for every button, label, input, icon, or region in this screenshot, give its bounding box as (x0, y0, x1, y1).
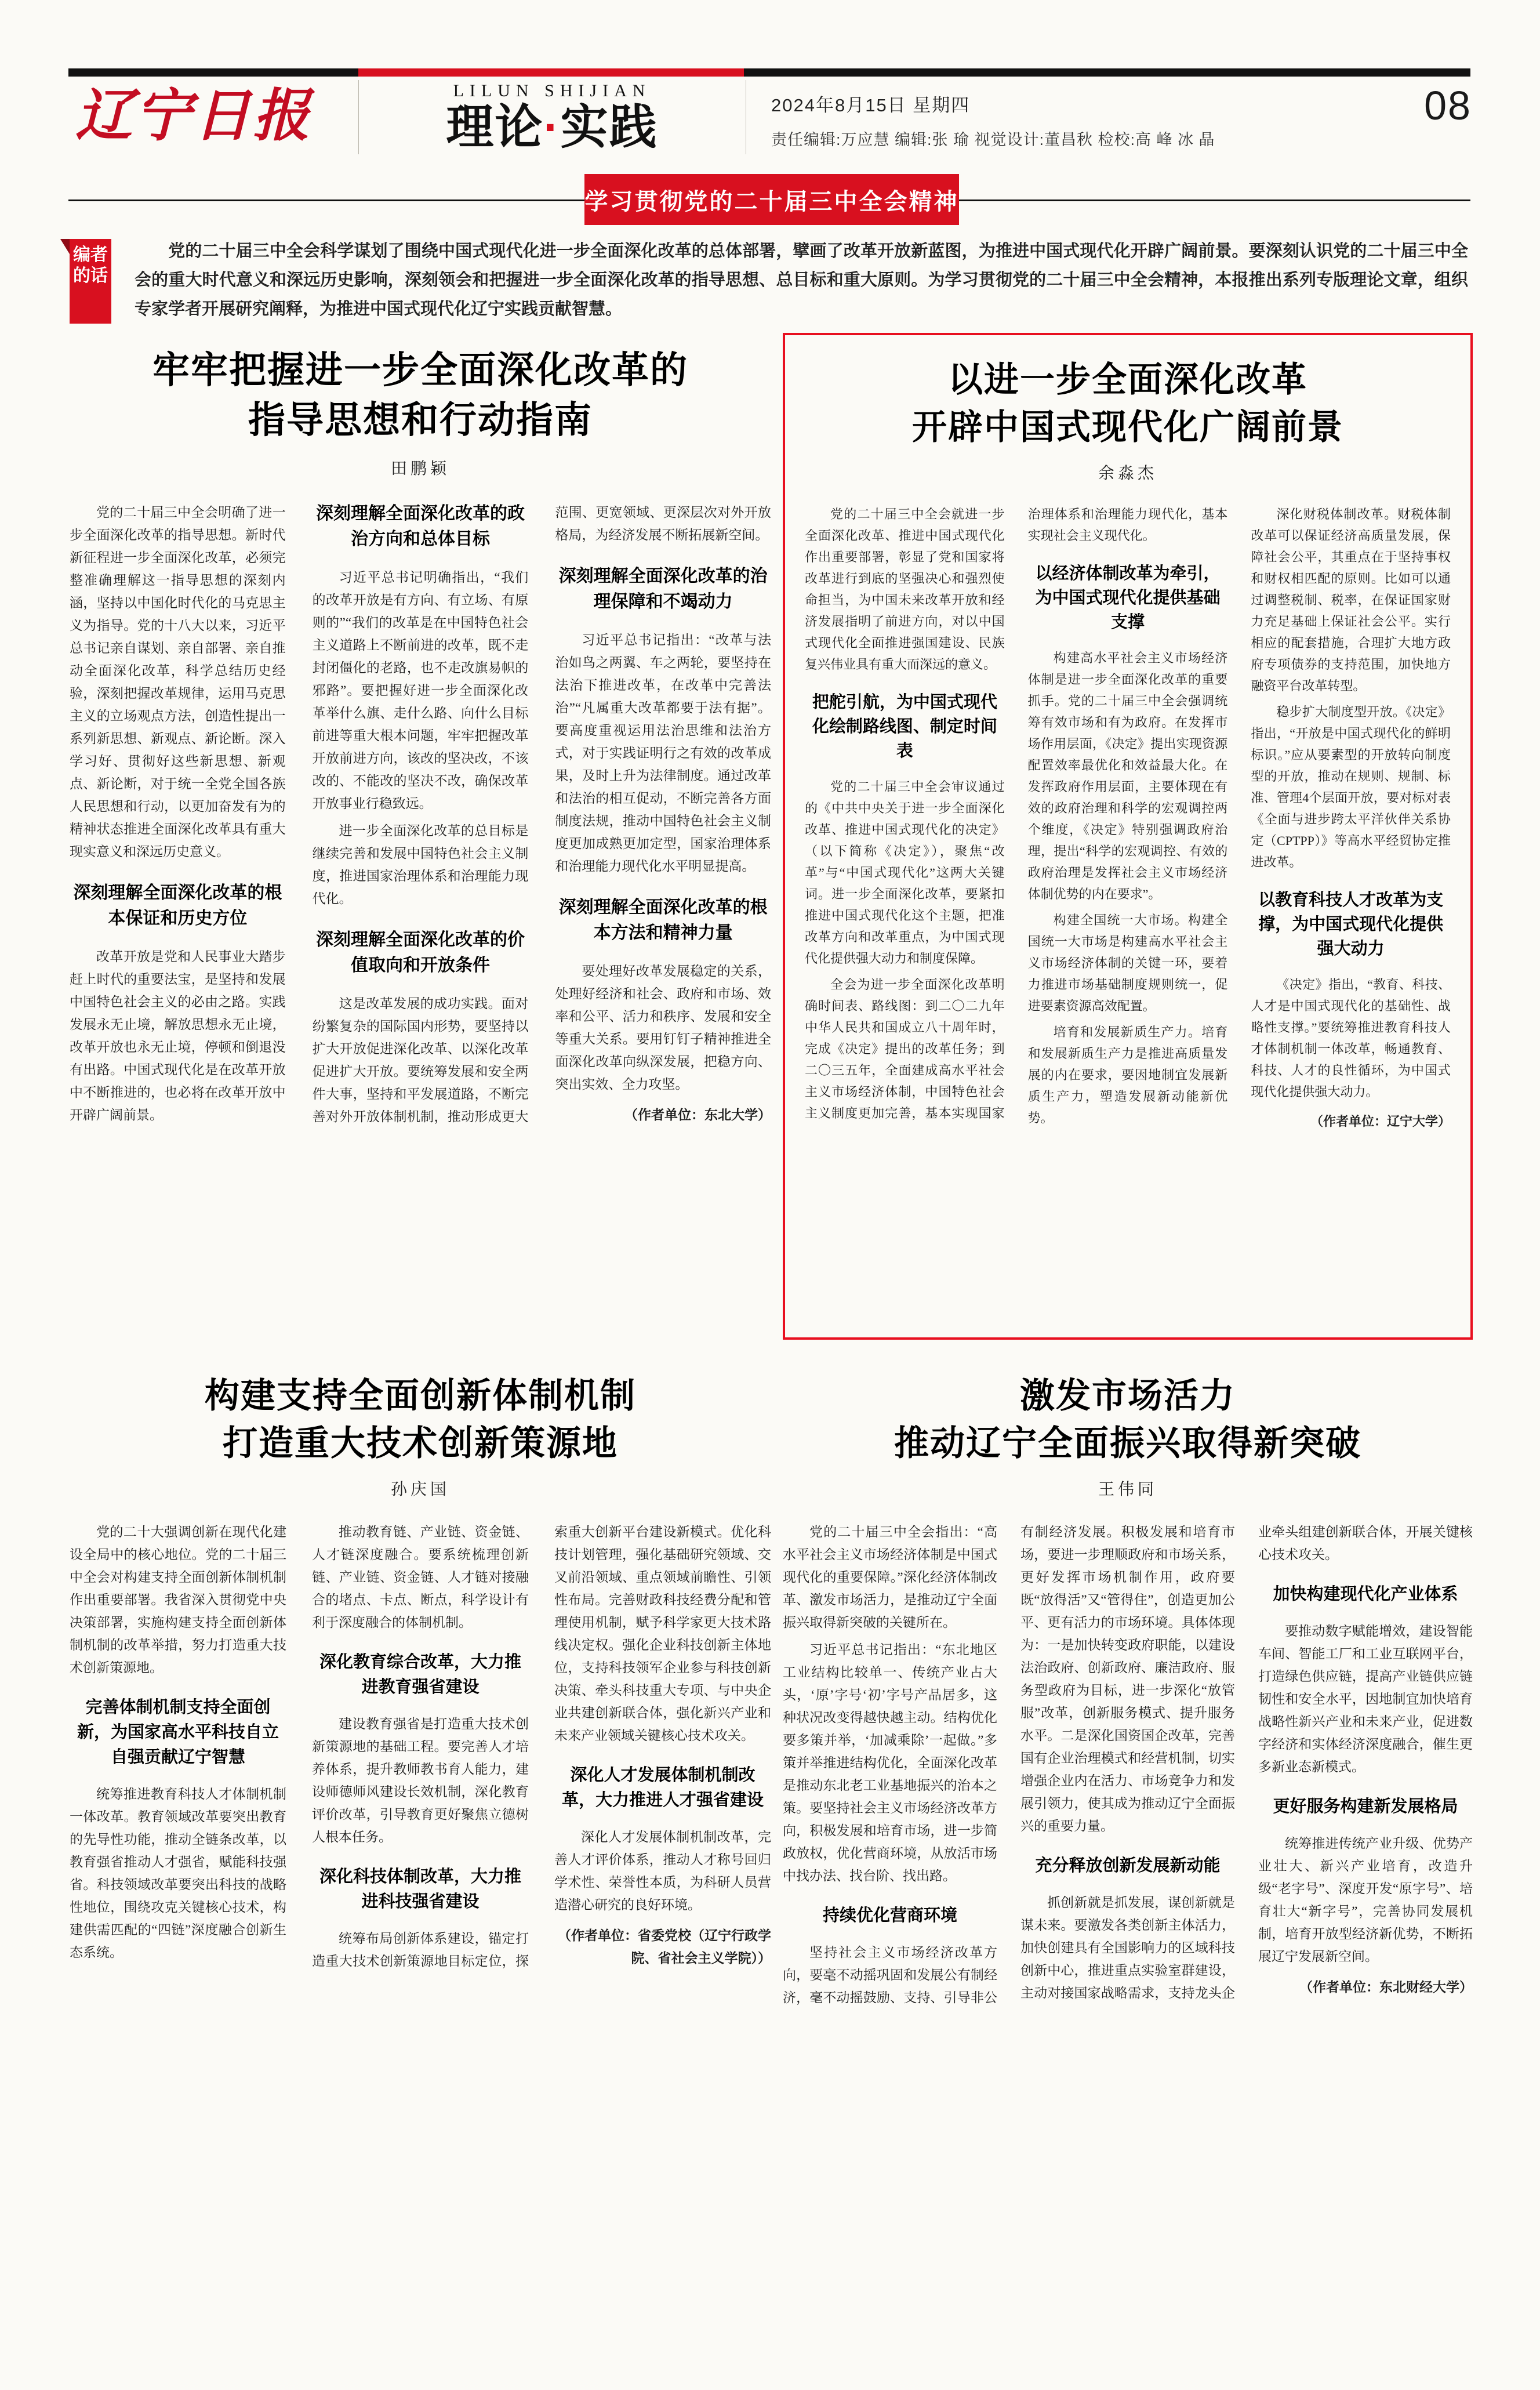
body-paragraph: 党的二十届三中全会审议通过的《中共中央关于进一步全面深化改革、推进中国式现代化的决定》（以下简称《决定》），聚焦“改革”与“中国式现代化”这两大关键词。进一步全面深化改革，要紧扣推进中国式现代化这个主题，把准改革方向和改革重点，为中国式现代化提供强大动力和制度保障。 (805, 779, 1005, 966)
section-title-dot: · (543, 101, 561, 154)
body-paragraph: 《决定》指出，“教育、科技、人才是中国式现代化的基础性、战略性支撑。”要统筹推进教育科技人才体制机制一体改革，畅通教育、科技、人才的良性循环，为中国式现代化提供强大动力。 (1251, 977, 1451, 1099)
editor-note-text (135, 237, 1468, 324)
body-paragraph: 党的二十大强调创新在现代化建设全局中的核心地位。党的二十届三中全会对构建支持全面创新体制机制作出重要部署。我省深入贯彻党中央决策部署，实施构建支持全面创新体制机制的改革举措，努力打造重大技术创新策源地。 (70, 1525, 286, 1675)
article-byline: 王伟同 (1098, 1480, 1157, 1498)
top-bar-red-segment (358, 68, 744, 77)
article-body (70, 1521, 771, 2390)
body-paragraph: 统筹推进传统产业升级、优势产业壮大、新兴产业培育，改造升级“老字号”、深度开发“原字号”、培育壮大“新字号”，完善协同发展机制，培育开放型经济新优势，不断拓展辽宁发展新空间。 (1258, 1836, 1473, 1964)
article-headline (805, 356, 1451, 451)
article-byline: 孙庆国 (390, 1480, 450, 1498)
author-unit: （作者单位：省委党校（辽宁行政学院、省社会主义学院）） (558, 1928, 771, 1965)
body-paragraph: 建设教育强省是打造重大技术创新策源地的基础工程。要完善人才培养体系，提升教师教书育人能力，建设师德师风建设长效机制，深化教育评价改革，引导教育更好聚焦立德树人根本任务。 (312, 1717, 529, 1844)
headline-line: 打造重大技术创新策源地 (223, 1424, 618, 1463)
article-headline (70, 346, 771, 445)
body-paragraph: 抓创新就是抓发展，谋创新就是谋未来。要激发各类创新主体活力，加快创建具有全国影响力的区域科技创新中心，推进重点实验室群建设，主动对接国家战略需求，支持龙头企业牵头组建创新联合体，开展关键核心技术攻关。 (1020, 1525, 1473, 2000)
body-paragraph: 统筹推进教育科技人才体制机制一体改革。教育领域改革要突出教育的先导性功能，推动全链条改革，以教育强省推动人才强省，赋能科技强省。科技领域改革要突出科技的战略性地位，围绕攻克关键核心技术，构建供需匹配的“四链”深度融合创新生态系统。 (70, 1787, 286, 1960)
section-subhead: 持续优化营商环境 (822, 1906, 957, 1925)
headline-line: 构建支持全面创新体制机制 (205, 1377, 636, 1415)
section-subhead: 加快构建现代化产业体系 (1273, 1585, 1458, 1604)
article-byline: 余淼杰 (1098, 464, 1157, 482)
masthead-divider (358, 80, 359, 154)
headline-line: 激发市场活力 (1020, 1377, 1236, 1415)
section-subhead: 更好服务构建新发展格局 (1273, 1797, 1458, 1816)
body-paragraph: 培育和发展新质生产力。培育和发展新质生产力是推进高质量发展的内在要求，要因地制宜发展新质生产力，塑造发展新动能新优势。 (1027, 1025, 1228, 1125)
newspaper-logo: 辽宁日报 (75, 85, 313, 148)
author-unit: （作者单位：辽宁大学） (1310, 1114, 1451, 1129)
article-modernization-redbox (783, 333, 1473, 1340)
body-paragraph: 党的二十届三中全会明确了进一步全面深化改革的指导思想。新时代新征程进一步全面深化改革，必须完整准确理解这一指导思想的深刻内涵，坚持以中国化时代化的马克思主义为指导。党的十八大以来，习近平总书记亲自谋划、亲自部署、亲自推动全面深化改革，科学总结历史经验，深刻把握改革规律，运用马克思主义的立场观点方法，创造性提出一系列新思想、新观点、新论断。深入学习好、贯彻好这些新思想、新观点、新论断，对于统一全党全国各族人民思想和行动，以更加奋发有为的精神状态推进全面深化改革具有重大现实意义和深远历史意义。 (70, 505, 286, 859)
section-subhead: 充分释放创新发展新动能 (1035, 1856, 1221, 1875)
article-headline (70, 1372, 771, 1467)
section-subhead: 深化科技体制改革，大力推进科技强省建设 (319, 1867, 521, 1911)
section-title (359, 101, 744, 154)
article-market-vitality (783, 1372, 1473, 2390)
section-title-right: 实践 (560, 101, 658, 154)
theme-banner (584, 174, 959, 225)
masthead-top-bar (68, 68, 1470, 77)
section-subhead: 把舵引航，为中国式现代化绘制路线图、制定时间表 (812, 693, 997, 760)
body-paragraph: 党的二十届三中全会就进一步全面深化改革、推进中国式现代化作出重要部署，彰显了党和国家将改革进行到底的坚强决心和强烈使命担当，为中国未来改革开放和经济发展指明了前进方向，对以中国式现代化全面推进强国建设、民族复兴伟业具有重大而深远的意义。 (805, 507, 1005, 672)
article-guiding-ideology (70, 346, 771, 1343)
article-body (70, 501, 771, 1343)
date-line: 2024年8月15日 星期四 (771, 95, 971, 115)
body-paragraph: 要处理好改革发展稳定的关系，处理好经济和社会、政府和市场、效率和公平、活力和秩序、发展和安全等重大关系。要用钉钉子精神推进全面深化改革向纵深发展，把稳方向、突出实效、全力攻坚。 (555, 964, 771, 1091)
body-paragraph: 坚持社会主义市场经济改革方向，要毫不动摇巩固和发展公有制经济，毫不动摇鼓励、支持、引导非公有制经济发展。积极发展和培育市场，要进一步理顺政府和市场关系，更好发挥市场机制作用，政府要既“放得活”又“管得住”，创造更加公平、更有活力的市场环境。具体体现为：一是加快转变政府职能，以建设法治政府、创新政府、廉洁政府、服务型政府为目标，进一步深化“放管服”改革，创新服务模式、提升服务水平。二是深化国资国企改革，完善国有企业治理模式和经营机制，切实增强企业内在活力、市场竞争力和发展引领力，使其成为推动辽宁全面振兴的重要力量。 (783, 1525, 1235, 2005)
body-paragraph: 进一步全面深化改革的总目标是继续完善和发展中国特色社会主义制度，推进国家治理体系和治理能力现代化。 (312, 824, 529, 906)
body-paragraph: 习近平总书记指出：“改革与法治如鸟之两翼、车之两轮，要坚持在法治下推进改革，在改革中完善法治”“凡属重大改革都要于法有据”。要高度重视运用法治思维和法治方式，对于实践证明行之有效的改革成果，及时上升为法律制度。通过改革和法治的相互促动，不断完善各方面制度法规，推动中国特色社会主义制度更加成熟更加定型，国家治理体系和治理能力现代化水平明显提高。 (555, 633, 771, 873)
page-number: 08 (1424, 83, 1472, 128)
body-paragraph: 稳步扩大制度型开放。《决定》指出，“开放是中国式现代化的鲜明标识。”应从要素型的开放转向制度型的开放，推动在规则、规制、标准、管理4个层面开放，要对标对表《全面与进步跨太平洋伙伴关系协定（CPTPP）》等高水平经贸协定推进改革。 (1251, 705, 1451, 869)
section-subhead: 完善体制机制支持全面创新，为国家高水平科技自立自强贡献辽宁智慧 (77, 1698, 279, 1767)
section-subhead: 以教育科技人才改革为支撑，为中国式现代化提供强大动力 (1258, 891, 1444, 958)
headline-line: 开辟中国式现代化广阔前景 (912, 408, 1343, 447)
headline-line: 以进一步全面深化改革 (948, 361, 1307, 399)
article-body (783, 1521, 1473, 2390)
article-body (805, 503, 1451, 1319)
section-subhead: 以经济体制改革为牵引，为中国式现代化提供基础支撑 (1035, 564, 1221, 632)
body-paragraph: 习近平总书记明确指出，“我们的改革开放是有方向、有立场、有原则的”“我们的改革是在中国特色社会主义道路上不断前进的改革，既不走封闭僵化的老路，也不走改旗易帜的邪路”。要把握好进一步全面深化改革举什么旗、走什么路、向什么目标前进等重大根本问题，牢牢把握改革开放前进方向，该改的坚决改，不该改的、不能改的坚决不改，确保改革开放事业行稳致远。 (312, 570, 529, 811)
article-byline: 田鹏颖 (390, 459, 450, 477)
article-innovation-system (70, 1372, 771, 2390)
editor-note-label-line: 编者 (73, 245, 108, 264)
body-paragraph: 这是改革发展的成功实践。面对纷繁复杂的国际国内形势，要坚持以扩大开放促进深化改革、以深化改革促进扩大开放。要统筹发展和安全两件大事，坚持和平发展道路，不断完善对外开放体制机制，推动形成更大范围、更宽领域、更深层次对外开放格局，为经济发展不断拓展新空间。 (312, 505, 771, 1124)
author-unit: （作者单位：东北大学） (624, 1107, 771, 1122)
editor-note-ribbon (70, 239, 111, 324)
body-paragraph: 深化人才发展体制机制改革，完善人才评价体系，推动人才称号回归学术性、荣誉性本质，为科研人员营造潜心研究的良好环境。 (554, 1830, 771, 1912)
editor-note-label (70, 245, 111, 286)
top-bar-segment (744, 68, 1470, 77)
theme-banner-label: 学习贯彻党的二十届三中全会精神 (584, 188, 959, 215)
section-subhead: 深刻理解全面深化改革的根本方法和精神力量 (558, 898, 768, 942)
body-paragraph: 构建全国统一大市场。构建全国统一大市场是构建高水平社会主义市场经济体制的关键一环，要着力推进市场基础制度规则统一，促进要素资源高效配置。 (1027, 913, 1228, 1013)
body-paragraph: 习近平总书记指出：“东北地区工业结构比较单一、传统产业占大头，‘原’字号‘初’字号产品居多，这种状况改变得越快越主动。结构优化要多策并举，‘加减乘除’一起做。”多策并举推进结构优化，全面深化改革是推动东北老工业基地振兴的治本之策。要坚持社会主义市场经济改革方向，积极发展和培育市场，进一步简政放权，优化营商环境，从放活市场中找办法、找台阶、找出路。 (783, 1642, 997, 1883)
body-paragraph: 统筹布局创新体系建设，锚定打造重大技术创新策源地目标定位，探索重大创新平台建设新模式。优化科技计划管理，强化基础研究领域、交叉前沿领域、重点领域前瞻性、引领性布局。完善财政科技经费分配和管理使用机制，赋予科学家更大技术路线决定权。强化企业科技创新主体地位，支持科技领军企业参与科技创新决策、牵头科技重大专项、与中央企业共建创新联合体，强化新兴产业和未来产业领域关键核心技术攻关。 (312, 1525, 771, 1968)
section-subhead: 深化教育综合改革，大力推进教育强省建设 (319, 1653, 521, 1696)
section-subhead: 深化人才发展体制机制改革，大力推进人才强省建设 (561, 1766, 764, 1809)
section-title-block (359, 81, 744, 154)
top-bar-segment (68, 68, 358, 77)
section-subhead: 深刻理解全面深化改革的根本保证和历史方位 (73, 883, 282, 928)
article-headline (783, 1372, 1473, 1467)
headline-line: 指导思想和行动指南 (248, 400, 593, 441)
editor-note-label-line: 的话 (73, 266, 108, 285)
body-paragraph: 深化财税体制改革。财税体制改革可以保证经济高质量发展，保障社会公平，其重点在于坚持事权和财权相匹配的原则。比如可以通过调整税制、税率，在保证国家财力充足基础上保证社会公平。实行相应的配套措施，合理扩大地方政府专项债券的支持范围，加快地方融资平台改革转型。 (1251, 507, 1451, 693)
body-paragraph: 构建高水平社会主义市场经济体制是进一步全面深化改革的重要抓手。党的二十届三中全会强调统筹有效市场和有为政府。在发挥市场作用层面，《决定》提出实现资源配置效率最优化和效益最大化。在发挥政府作用层面，主要体现在有效的政府治理和科学的宏观调控两个维度，《决定》特别强调政府治理，提出“科学的宏观调控、有效的政府治理是发挥社会主义市场经济体制优势的内在要求”。 (1027, 651, 1228, 901)
dateline-block (771, 90, 1380, 150)
section-title-left: 理论 (446, 101, 544, 154)
headline-line: 牢牢把握进一步全面深化改革的 (152, 350, 688, 391)
editor-note-body: 党的二十届三中全会科学谋划了围绕中国式现代化进一步全面深化改革的总体部署，擘画了改革开放新蓝图，为推进中国式现代化开辟广阔前景。要深刻认识党的二十届三中全会的重大时代意义和深远历史影响，深刻领会和把握进一步全面深化改革的指导思想、总目标和重大原则。为学习贯彻党的二十届三中全会精神，本报推出系列专版理论文章，组织专家学者开展研究阐释，为推进中国式现代化辽宁实践贡献智慧。 (135, 242, 1468, 318)
section-subhead: 深刻理解全面深化改革的治理保障和不竭动力 (558, 567, 768, 611)
section-subhead: 深刻理解全面深化改革的价值取向和开放条件 (315, 930, 525, 975)
body-paragraph: 要推动数字赋能增效，建设智能车间、智能工厂和工业互联网平台，打造绿色供应链，提高产业链供应链韧性和安全水平，因地制宜加快培育战略性新兴产业和未来产业，促进数字经济和实体经济深度融合，催生更多新业态新模式。 (1258, 1624, 1473, 1774)
section-subhead: 深刻理解全面深化改革的政治方向和总体目标 (315, 504, 525, 549)
body-paragraph: 改革开放是党和人民事业大踏步赶上时代的重要法宝，是坚持和发展中国特色社会主义的必由之路。实践发展永无止境，解放思想永无止境，改革开放也永无止境，停顿和倒退没有出路。中国式现代化是在改革开放中不断推进的，也必将在改革开放中开辟广阔前景。 (70, 949, 286, 1122)
headline-line: 推动辽宁全面振兴取得新突破 (894, 1424, 1361, 1463)
staff-line: 责任编辑:万应慧 编辑:张 瑜 视觉设计:董昌秋 检校:高 峰 冰 晶 (771, 131, 1215, 148)
section-pinyin: LILUN SHIJIAN (453, 81, 651, 100)
body-paragraph: 党的二十届三中全会指出：“高水平社会主义市场经济体制是中国式现代化的重要保障。”深化经济体制改革、激发市场活力，是推动辽宁全面振兴取得新突破的关键所在。 (783, 1525, 997, 1630)
body-paragraph: 推动教育链、产业链、资金链、人才链深度融合。要系统梳理创新链、产业链、资金链、人才链对接融合的堵点、卡点、断点，科学设计有利于深度融合的体制机制。 (312, 1525, 529, 1630)
author-unit: （作者单位：东北财经大学） (1299, 1979, 1473, 1994)
body-paragraph: 全会为进一步全面深化改革明确时间表、路线图：到二〇二九年中华人民共和国成立八十周年时，完成《决定》提出的改革任务；到二〇三五年，全面建成高水平社会主义市场经济体制，中国特色社会主义制度更加完善，基本实现国家治理体系和治理能力现代化，基本实现社会主义现代化。 (805, 507, 1228, 1120)
